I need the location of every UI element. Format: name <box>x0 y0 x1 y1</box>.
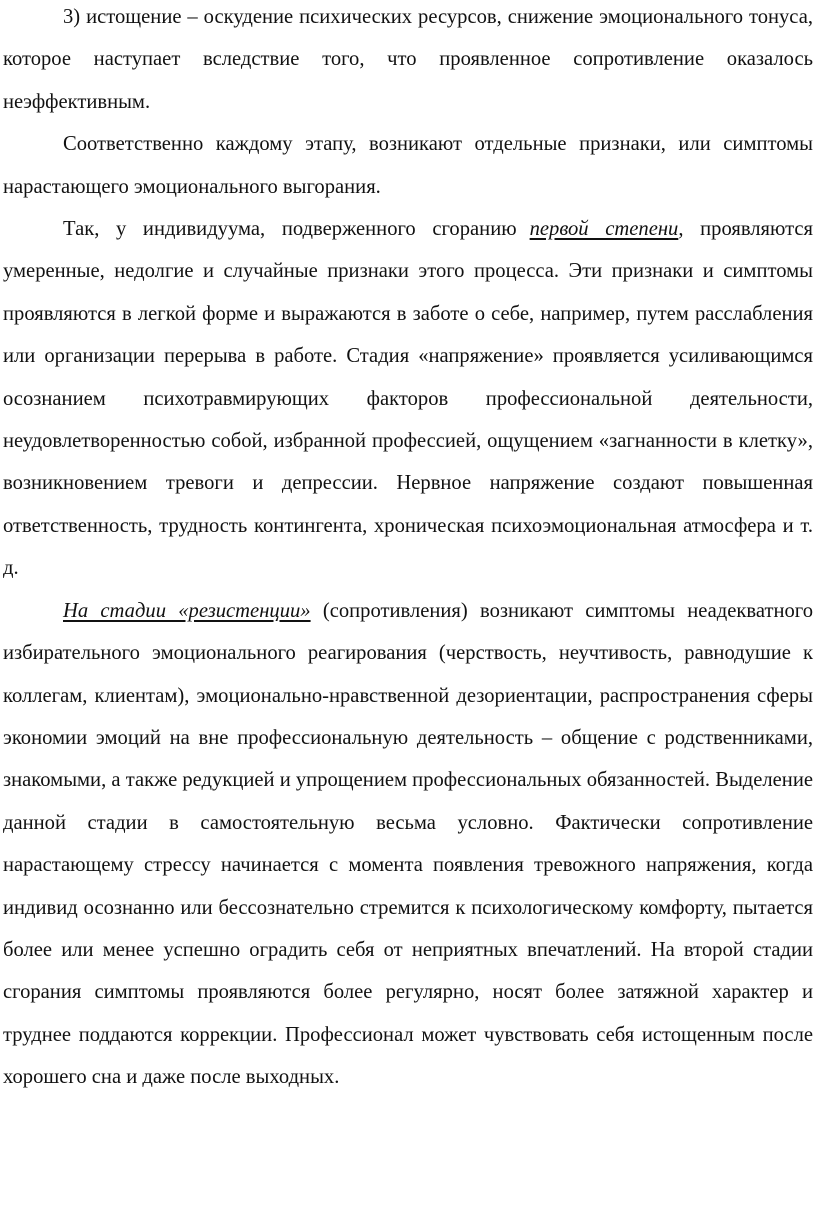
paragraph-text-after: (сопротивления) возникают симптомы неадекватного избирательного эмоционального реагирования (черствость, неучтивость, равнодушие к коллегам, клиентам), эмоционально-нравственной дезориентации, распространения сферы экономии эмоций на вне профессиональную деятельность – общение с родственниками, знакомыми, а также редукцией и упрощением профессиональных обязанностей. Выделение данной стадии в самостоятельную весьма условно. Фактически сопротивление нарастающему стрессу начинается с момента появления тревожного напряжения, когда индивид осознанно или бессознательно стремится к психологическому комфорту, пытается более или менее успешно оградить себя от неприятных впечатлений. На второй стадии сгорания симптомы проявляются более регулярно, носят более затяжной характер и труднее поддаются коррекции. Профессионал может чувствовать себя истощенным после хорошего сна и даже после выходных. <box>3 599 813 1089</box>
emphasis-resistance-stage: На стадии «резистенции» <box>63 599 311 622</box>
paragraph-first-degree <box>3 208 813 590</box>
paragraph-text-after: , проявляются умеренные, недолгие и случайные признаки этого процесса. Эти признаки и симптомы проявляются в легкой форме и выражаются в заботе о себе, например, путем расслабления или организации перерыва в работе. Стадия «напряжение» проявляется усиливающимся осознанием психотравмирующих факторов профессиональной деятельности, неудовлетворенностью собой, избранной профессией, ощущением «загнанности в клетку», возникновением тревоги и депрессии. Нервное напряжение создают повышенная ответственность, трудность контингента, хроническая психоэмоциональная атмосфера и т. д. <box>3 218 813 580</box>
paragraph-text: Соответственно каждому этапу, возникают отдельные признаки, или симптомы нарастающего эмоционального выгорания. <box>3 133 813 198</box>
paragraph-text: 3) истощение – оскудение психических ресурсов, снижение эмоционального тонуса, которое наступает вследствие того, что проявленное сопротивление оказалось неэффективным. <box>3 6 813 113</box>
paragraph-symptoms-intro <box>3 123 813 208</box>
paragraph-text-before: Так, у индивидуума, подверженного сгоранию <box>63 218 517 241</box>
paragraph-exhaustion <box>3 0 813 123</box>
paragraph-resistance-stage <box>3 590 813 1099</box>
emphasis-first-degree: первой степени <box>529 218 679 241</box>
